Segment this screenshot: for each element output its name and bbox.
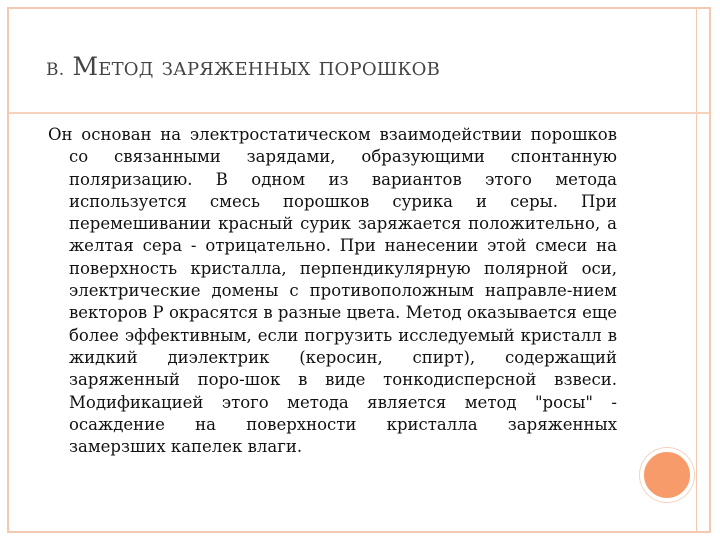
- title-text: Метод заряженных порошков: [72, 52, 441, 81]
- title-prefix: B.: [46, 60, 65, 80]
- slide-frame-right-band: [696, 7, 705, 533]
- title-divider: [9, 112, 709, 114]
- slide-title: [46, 52, 440, 81]
- slide-body-text: Он основан на электростатическом взаимодействии порошков со связанными зарядами, образующими спонтанную поляризацию. В одном из вариантов этого метода используется смесь порошков сурика и серы. При перемешивании красный сурик заряжается положительно, а желтая сера - отрицательно. При нанесении этой смеси на поверхность кристалла, перпендикулярную полярной оси, электрические домены с противоположным направле-нием векторов Р окрасятся в разные цвета. Метод оказывается еще более эффективным, если погрузить исследуемый кристалл в жидкий диэлектрик (керосин, спирт), содержащий заряженный поро-шок в виде тонкодисперсной взвеси. Модификацией этого метода является метод "росы" - осаждение на поверхности кристалла заряженных замерзших капелек влаги.: [48, 125, 617, 457]
- decorative-circle: [640, 448, 694, 502]
